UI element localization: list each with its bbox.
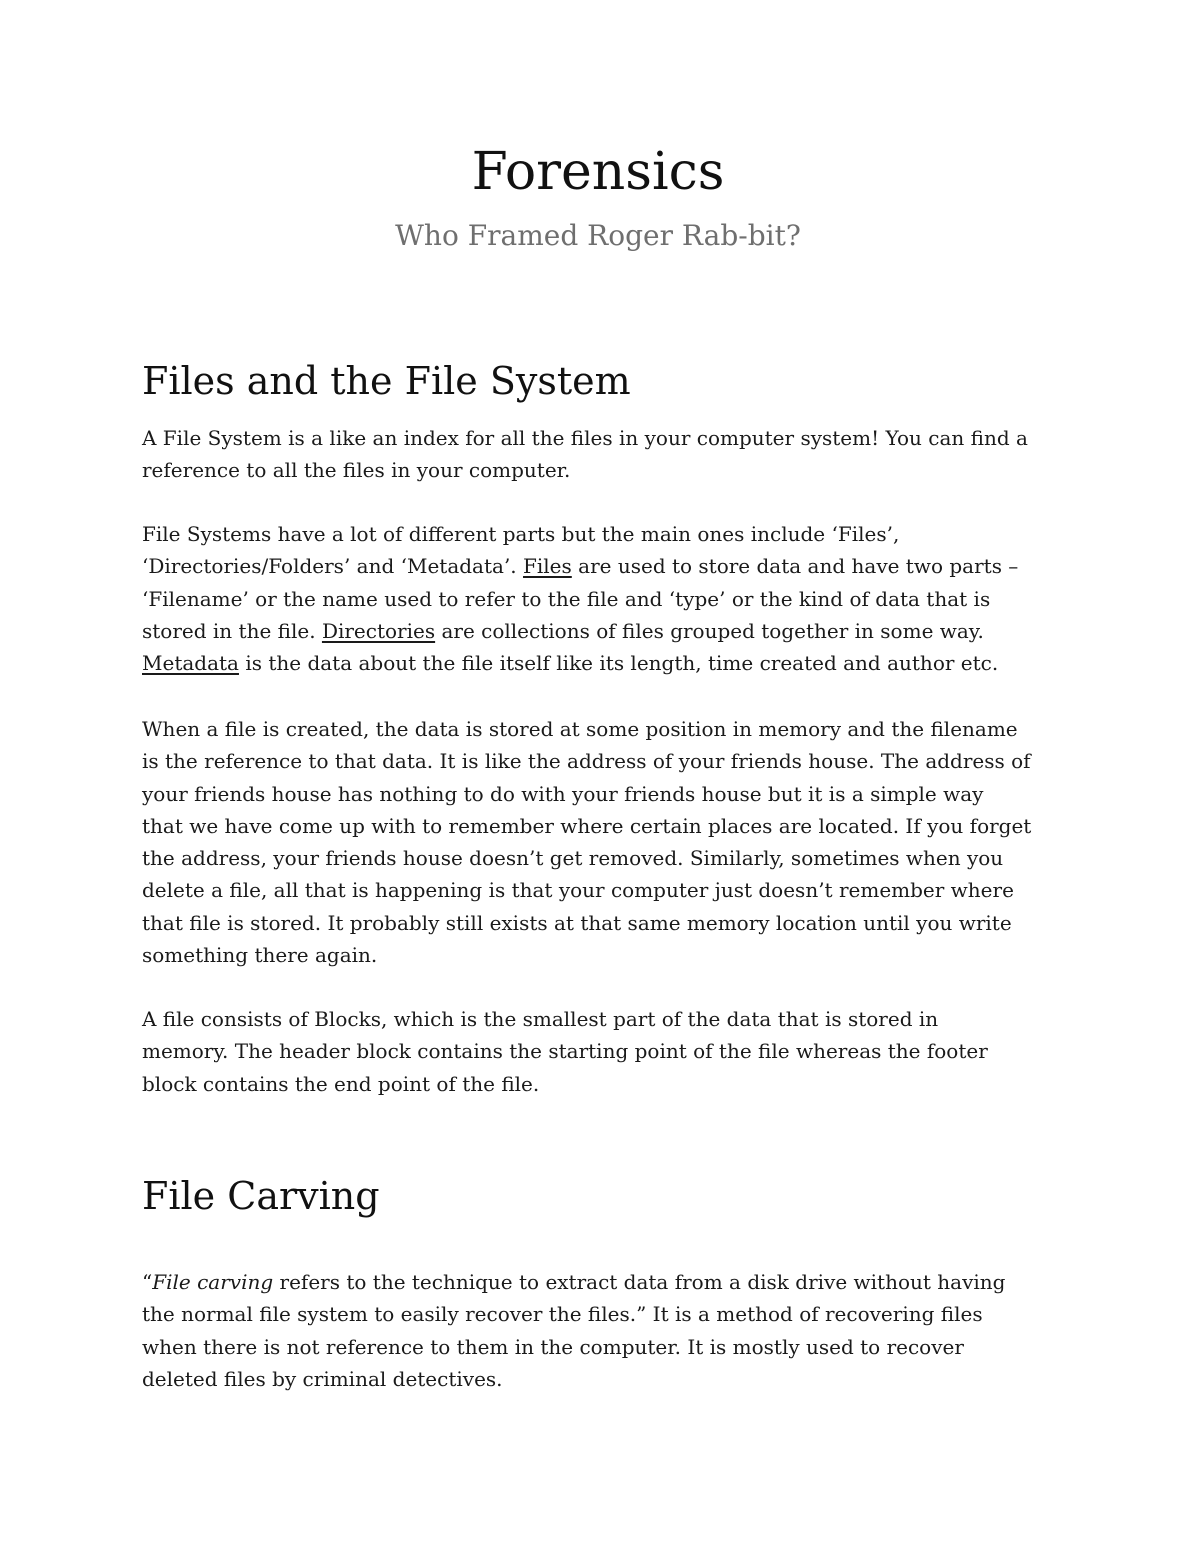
text-line: reference to all the files in your computer. [142, 458, 571, 483]
paragraph-file-carving [142, 1266, 1060, 1395]
text-line: the normal file system to easily recover the files.” It is a method of recovering files [142, 1302, 983, 1327]
text-line: when there is not reference to them in the computer. It is mostly used to recover [142, 1334, 964, 1359]
text-line: is the reference to that data. It is like the address of your friends house. The address of [142, 749, 1031, 774]
document-subtitle: Who Framed Roger Rab-bit? [395, 219, 801, 252]
text-span: are used to store data and have two parts – [571, 554, 1019, 579]
text-line: your friends house has nothing to do with your friends house but it is a simple way [142, 781, 984, 806]
file-carving-term: File carving [152, 1270, 274, 1294]
text-line [142, 1266, 1060, 1298]
document-title: Forensics [471, 142, 725, 202]
text-line: When a file is created, the data is stored at some position in memory and the filename [142, 717, 1018, 741]
paragraph-file-system-intro [142, 422, 1060, 487]
text-span: are collections of files grouped together in some way. [435, 618, 984, 643]
directories-link[interactable]: Directories [321, 618, 436, 643]
text-span: refers to the technique to extract data from a disk drive without having [273, 1270, 1006, 1294]
text-line: A file consists of Blocks, which is the smallest part of the data that is stored in [142, 1007, 939, 1031]
files-link[interactable]: Files [523, 554, 572, 579]
paragraph-file-creation [142, 713, 1060, 971]
text-line: A File System is a like an index for all the files in your computer system! You can find a [142, 426, 1028, 450]
section-heading-file-carving: File Carving [142, 1174, 380, 1218]
text-span: ‘Directories/Folders’ and ‘Metadata’. [142, 554, 524, 579]
text-line [142, 550, 1060, 582]
text-span: “ [142, 1270, 153, 1294]
text-line: that file is stored. It probably still exists at that same memory location until you write [142, 910, 1012, 935]
text-line [142, 615, 1060, 647]
text-line: ‘Filename’ or the name used to refer to the file and ‘type’ or the kind of data that is [142, 586, 991, 611]
text-line: File Systems have a lot of different parts but the main ones include ‘Files’, [142, 522, 900, 546]
metadata-link[interactable]: Metadata [142, 651, 239, 676]
paragraph-file-blocks [142, 1003, 1060, 1100]
text-line: memory. The header block contains the starting point of the file whereas the footer [142, 1039, 988, 1064]
text-line: deleted files by criminal detectives. [142, 1366, 503, 1391]
text-line: that we have come up with to remember where certain places are located. If you forget [142, 813, 1032, 838]
text-span: stored in the file. [142, 618, 322, 643]
text-line: delete a file, all that is happening is that your computer just doesn’t remember where [142, 878, 1014, 903]
text-span: is the data about the file itself like its length, time created and author etc. [238, 651, 999, 676]
text-line [142, 647, 1060, 679]
text-line: something there again. [142, 943, 378, 968]
text-line: the address, your friends house doesn’t get removed. Similarly, sometimes when you [142, 846, 1004, 871]
paragraph-file-system-parts [142, 518, 1060, 679]
section-heading-files: Files and the File System [142, 359, 631, 403]
text-line: block contains the end point of the file. [142, 1071, 540, 1096]
